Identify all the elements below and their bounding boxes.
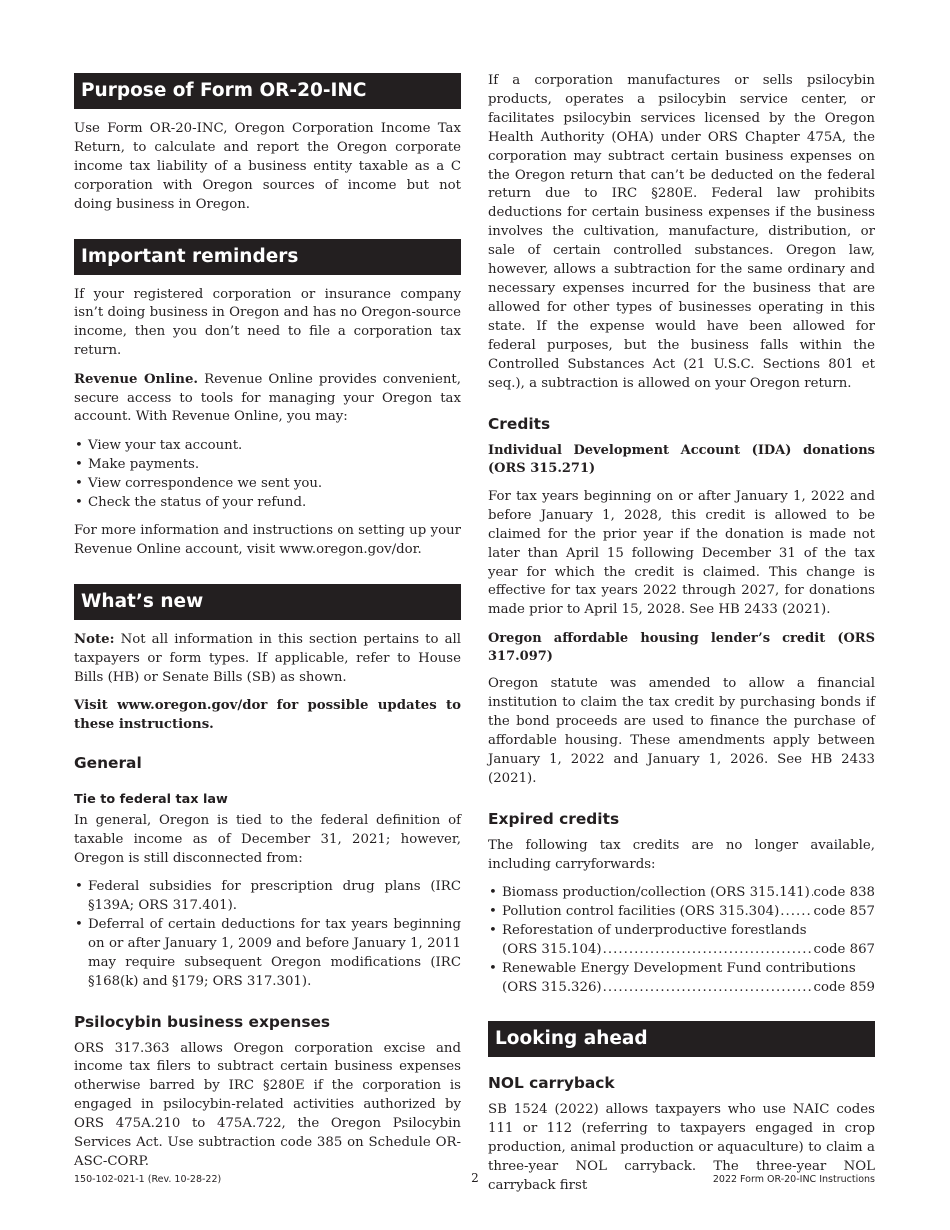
page-number: 2 <box>471 1171 479 1185</box>
tie-list <box>74 878 461 991</box>
right-column <box>488 73 875 1196</box>
psilocybin-heading: Psilocybin business expenses <box>74 1012 331 1031</box>
ida-text: For tax years beginning on or after January 1, 2022 and before January 1, 2028, this credit is allowed to be claimed for the prior year if the donation is made not later than April 15 following December 31 of the tax year for which the credit is claimed. This change is effective for tax years 2022 through 2027, for donations made prior to April 15, 2028. See HB 2433 (2021). <box>488 488 875 618</box>
revenue-online-label: Revenue Online. <box>74 371 199 387</box>
revenue-online-list <box>74 437 461 513</box>
list-item: • Pollution control facilities (ORS 315.304) . . . code 857 <box>488 903 875 922</box>
expired-list <box>488 884 875 997</box>
list-item: • View correspondence we sent you. <box>75 475 323 491</box>
housing-text: Oregon statute was amended to allow a financial institution to claim the tax credit by purchasing bonds if the bond proceeds are used to finance the purchase of affordable housing. These amendments apply between January 1, 2022 and January 1, 2026. See HB 2433 (2021). <box>488 676 875 786</box>
reminders-banner: Important reminders <box>74 239 461 275</box>
looking-ahead-banner: Looking ahead <box>488 1021 875 1057</box>
general-heading: General <box>74 753 142 772</box>
revenue-online-desc: Revenue Online provides convenient, secure access to tools for managing your Oregon tax account. With Revenue Online, you may: <box>74 371 461 425</box>
purpose-banner: Purpose of Form OR-20-INC <box>74 73 461 109</box>
list-item: • Renewable Energy Development Fund contributions (ORS 315.326) . . . code 859 <box>488 960 875 998</box>
revenue-online-text <box>74 371 461 428</box>
visit-text: Visit www.oregon.gov/dor for possible updates to these instructions. <box>74 698 461 732</box>
list-item: • Make payments. <box>75 456 200 472</box>
list-item: • Federal subsidies for prescription drug plans (IRC §139A; ORS 317.401). <box>75 879 461 913</box>
nol-text: SB 1524 (2022) allows taxpayers who use NAIC codes 111 or 112 (referring to taxpayers engaged in crop production, animal production or aquaculture) to claim a three-year NOL carryback. The three-year NOL carryback first <box>488 1102 875 1194</box>
list-item: • Check the status of your refund. <box>75 494 307 510</box>
psilocybin-text: ORS 317.363 allows Oregon corporation excise and income tax filers to subtract certain business expenses otherwise barred by IRC §280E if the corporation is engaged in psilocybin-related activities authorized by ORS 475A.210 to 475A.722, the Oregon Psilocybin Services Act. Use subtraction code 385 on Schedule OR-ASC-CORP. <box>74 1040 461 1169</box>
ida-heading: Individual Development Account (IDA) donations (ORS 315.271) <box>488 443 875 477</box>
list-item: • Deferral of certain deductions for tax years beginning on or after January 1, 2009 and before January 1, 2011 may require subsequent Oregon modifications (IRC §168(k) and §179; ORS 317.301). <box>75 916 461 989</box>
expired-intro: The following tax credits are no longer available, including carryforwards: <box>488 837 875 872</box>
list-item: • View your tax account. <box>75 437 243 453</box>
reminders-text: If your registered corporation or insurance company isn’t doing business in Oregon and has no Oregon-source income, then you don’t need to file a corporation tax return. <box>74 286 461 359</box>
form-number: 150-102-021-1 (Rev. 10-28-22) <box>74 1174 222 1185</box>
expired-heading: Expired credits <box>488 809 620 828</box>
credits-heading: Credits <box>488 415 551 434</box>
nol-heading: NOL carryback <box>488 1074 615 1093</box>
purpose-text: Use Form OR-20-INC, Oregon Corporation Income Tax Return, to calculate and report the Oregon corporate income tax liability of a business entity taxable as a C corporation with Oregon sources of income but not doing business in Oregon. <box>74 121 461 212</box>
housing-heading: Oregon affordable housing lender’s credit (ORS 317.097) <box>488 630 875 664</box>
revenue-online-info: For more information and instructions on setting up your Revenue Online account, visit www.oregon.gov/dor. <box>74 523 461 557</box>
tie-heading: Tie to federal tax law <box>74 791 228 807</box>
psilocybin-continued-text: If a corporation manufactures or sells psilocybin products, operates a psilocybin service center, or facilitates psilocybin services licensed by the Oregon Health Authority (OHA) under ORS Chapter 475A, the corporation may subtract certain business expenses on the Oregon return that can’t be deducted on the federal return due to IRC §280E. Federal law prohibits deductions for certain business expenses if the business involves the cultivation, manufacture, distribution, or sale of certain controlled substances. Oregon law, however, allows a subtraction for the same ordinary and necessary expenses incurred for the business that are allowed for other types of businesses operating in this state. If the expense would have been allowed for federal purposes, but the business falls within the Controlled Substances Act (21 U.S.C. Sections 801 et seq.), a subtraction is allowed on your Oregon return. <box>488 73 875 391</box>
left-column <box>74 73 461 1172</box>
document-title: 2022 Form OR-20-INC Instructions <box>712 1174 875 1185</box>
list-item: • Biomass production/collection (ORS 315.141) . . . code 838 <box>488 884 875 903</box>
list-item: • Reforestation of underproductive forestlands (ORS 315.104) . . . code 867 <box>488 922 875 960</box>
note-text: Note: Not all information in this section pertains to all taxpayers or form types. If applicable, refer to House Bills (HB) or Senate Bills (SB) as shown. <box>74 631 461 685</box>
tie-text: In general, Oregon is tied to the federal definition of taxable income as of December 31, 2021; however, Oregon is still disconnected from: <box>74 812 461 866</box>
note-label: Note: <box>74 631 115 647</box>
whats-new-banner: What’s new <box>74 584 461 620</box>
